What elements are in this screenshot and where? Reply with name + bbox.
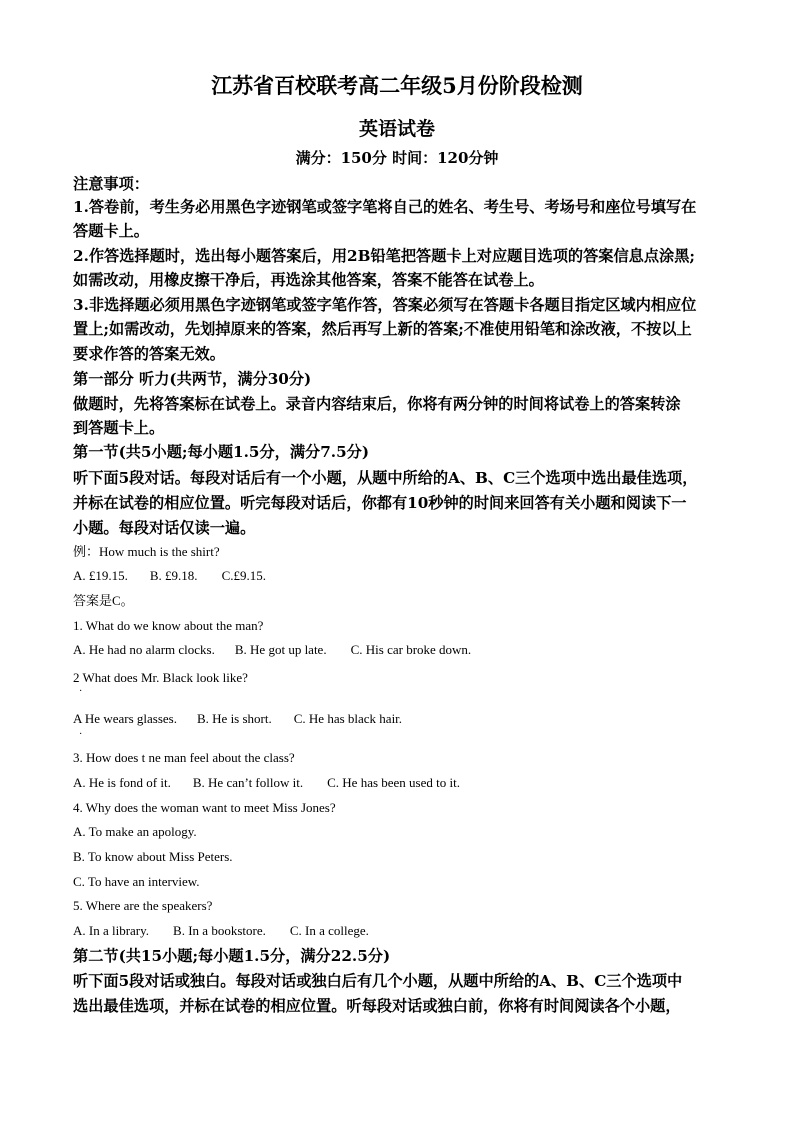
exam-subtitle: 英语试卷 [358, 118, 435, 140]
notes-heading: 注意事项： [73, 175, 149, 193]
q2-option-b: B. He is short. [196, 711, 272, 726]
q3-option-b: B. He can’t follow it. [192, 775, 304, 790]
q2-option-c: C. He has black hair. [293, 711, 403, 726]
example-option-c: C.£9.15. [221, 568, 266, 583]
note-3-line-3: 要求作答的答案无效。 [73, 345, 225, 363]
q5-option-b: B. In a bookstore. [173, 923, 266, 938]
q3-option-c: C. He has been used to it. [327, 775, 460, 790]
example-options [73, 568, 266, 584]
q5-option-c: C. In a college. [289, 923, 369, 938]
question-3-stem: 3. How does t ne man feel about the class? [73, 750, 295, 765]
part1-instruction-line-2: 到答题卡上。 [73, 419, 165, 437]
q1-option-c: C. His car broke down. [350, 642, 472, 657]
question-2-stem: 2 What does Mr. Black look like? [73, 670, 248, 685]
note-3-line-1: 3.非选择题必须用黑色字迹钢笔或签字笔作答，答案必须写在答题卡各题目指定区域内相应位 [73, 296, 697, 314]
note-2-line-2: 如需改动，用橡皮擦干净后，再选涂其他答案，答案不能答在试卷上。 [73, 271, 544, 289]
example-option-b: B. £9.18. [149, 568, 198, 583]
question-5-stem: 5. Where are the speakers? [73, 898, 213, 913]
example-option-a: A. £19.15. [73, 568, 128, 583]
part1-heading: 第一部分 听力(共两节，满分30分) [73, 370, 312, 388]
question-1-stem: 1. What do we know about the man? [73, 618, 264, 633]
note-1-line-2: 答题卡上。 [73, 222, 149, 240]
section1-instruction-line-1: 听下面5段对话。每段对话后有一个小题，从题中所给的A、B、C三个选项中选出最佳选项， [73, 469, 698, 487]
question-1-options [73, 642, 471, 658]
question-3-options [73, 775, 460, 791]
example-answer: 答案是C。 [73, 593, 134, 608]
note-1-line-1: 1.答卷前，考生务必用黑色字迹钢笔或签字笔将自己的姓名、考生号、考场号和座位号填写在 [73, 198, 697, 216]
note-2-line-1: 2.作答选择题时，选出每小题答案后，用2B铅笔把答题卡上对应题目选项的答案信息点涂黑; [73, 247, 695, 265]
score-time: 满分：150分 时间：120分钟 [295, 149, 499, 167]
section1-heading: 第一节(共5小题;每小题1.5分，满分7.5分) [73, 443, 370, 461]
q4-option-c: C. To have an interview. [73, 874, 200, 889]
scan-speck: · [79, 686, 83, 697]
q2-option-a: A He wears glasses. [73, 711, 177, 726]
example-question: 例：How much is the shirt? [73, 544, 220, 559]
question-4-stem: 4. Why does the woman want to meet Miss Jones? [73, 800, 336, 815]
section1-instruction-line-2: 并标在试卷的相应位置。听完每段对话后，你都有10秒钟的时间来回答有关小题和阅读下一 [73, 494, 687, 512]
question-5-options [73, 923, 369, 939]
exam-title: 江苏省百校联考高二年级5月份阶段检测 [211, 73, 583, 98]
q4-option-b: B. To know about Miss Peters. [73, 849, 233, 864]
section2-instruction-line-2: 选出最佳选项，并标在试卷的相应位置。听每段对话或独白前，你将有时间阅读各个小题， [73, 997, 681, 1015]
question-2-options [73, 711, 402, 727]
q3-option-a: A. He is fond of it. [73, 775, 171, 790]
q1-option-b: B. He got up late. [234, 642, 327, 657]
part1-instruction-line-1: 做题时，先将答案标在试卷上。录音内容结束后，你将有两分钟的时间将试卷上的答案转涂 [73, 395, 681, 413]
q1-option-a: A. He had no alarm clocks. [73, 642, 215, 657]
note-3-line-2: 置上;如需改动，先划掉原来的答案，然后再写上新的答案;不准使用铅笔和涂改液，不按以上 [73, 320, 692, 338]
section2-instruction-line-1: 听下面5段对话或独白。每段对话或独白后有几个小题，从题中所给的A、B、C三个选项中 [73, 972, 683, 990]
section1-instruction-line-3: 小题。每段对话仅读一遍。 [73, 519, 256, 537]
scan-speck: · [79, 729, 83, 740]
q5-option-a: A. In a library. [73, 923, 150, 938]
q4-option-a: A. To make an apology. [73, 824, 197, 839]
section2-heading: 第二节(共15小题;每小题1.5分，满分22.5分) [73, 947, 391, 965]
